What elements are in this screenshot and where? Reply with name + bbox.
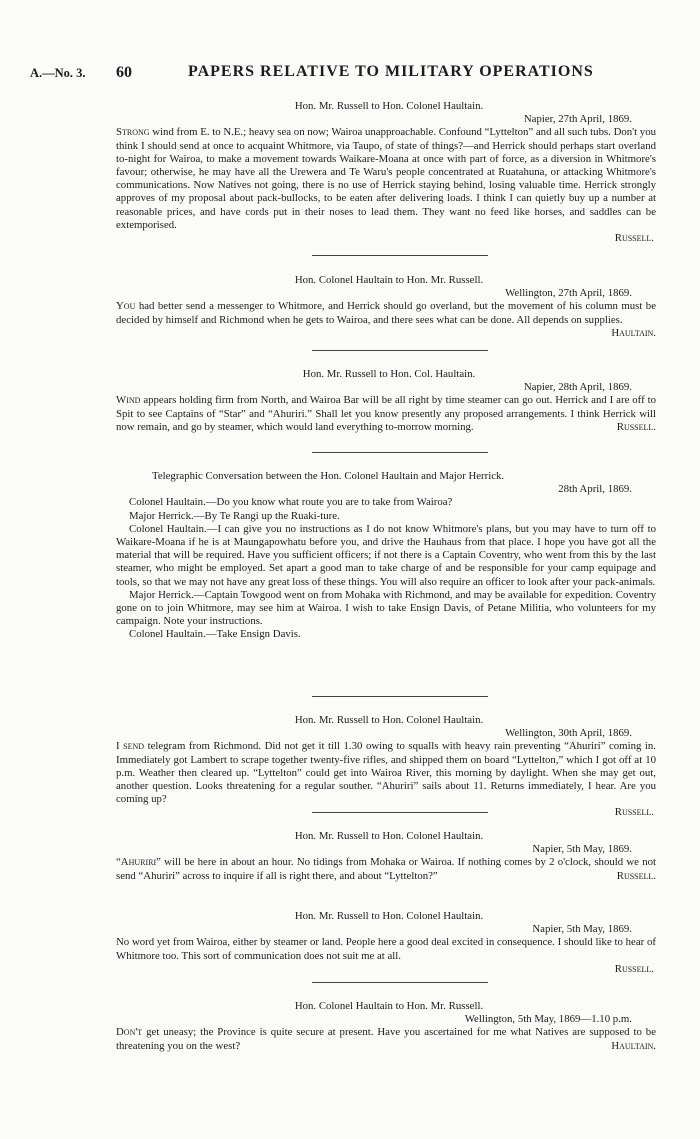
conversation-title: Telegraphic Conversation between the Hon. Colonel Haultain and Major Herrick.: [152, 470, 505, 482]
message-signature: Haultain.: [611, 326, 656, 339]
message-heading: Hon. Mr. Russell to Hon. Colonel Haultain.: [294, 910, 484, 922]
conversation-line: Colonel Haultain.—Do you know what route you are to take from Wairoa?: [129, 496, 453, 509]
message-date: Napier, 28th April, 1869.: [523, 381, 632, 394]
section-divider: [312, 696, 488, 697]
message-text: wind from E. to N.E.; heavy sea on now; Wairoa unapproachable. Confound “Lyttelton” and all such tubs. Don't you think I should send at once to acquaint Whitmore, via Taupo, of state of things?—and Herrick should perhaps start overland to-night for Wairoa, to make a movement towards Waikare-Moana at once with part of force, as a diversion in Whitmore's favour; otherwise, he may have all the Urewera and Te Waru's people concentrated at Ruatahuna, or attacking Whitmore's communications. Now Natives not going, there is no use of Herrick staying behind, losing valuable time. Herrick strongly approves of my proposal about pack-bullocks, to be eaten after delivering loads. I think I can quietly buy up a number at reasonable prices, and have cords put in their noses to lead them. They want no feed like horses, and saddles can be extemporised.: [116, 126, 656, 231]
message-text: No word yet from Wairoa, either by steamer or land. People here a good deal excited in consequence. I should like to hear of Whitmore too. This sort of communication does not suit me at all.: [116, 936, 656, 962]
message-heading: Hon. Colonel Haultain to Hon. Mr. Russell.: [294, 274, 484, 286]
conversation-date: 28th April, 1869.: [558, 483, 632, 496]
message-text: get uneasy; the Province is quite secure at present. Have you ascertained for me what Natives are supposed to be threatening you on the west?: [116, 1026, 656, 1052]
page-number: 60: [116, 64, 132, 81]
message-text: appears holding firm from North, and Wairoa Bar will be all right by time steamer can go out. Herrick and I are off to Spit to see Captains of “Star” and “Ahuriri.” Shall let you know presently any proposed arrangements. I think Herrick will now remain, and go by steamer, which would land everything to-morrow morning.: [116, 394, 656, 433]
message-heading: Hon. Mr. Russell to Hon. Colonel Haultain.: [294, 830, 484, 842]
conversation-line: Major Herrick.—Captain Towgood went on from Mohaka with Richmond, and may be available for expedition. Coventry gone on to join Whitmore, may see him at Wairoa. I wish to take Ensign Davis, of Petane Militia, who volunteers for my campaign. Note your instructions.: [116, 588, 656, 628]
telegraphic-conversation: [116, 470, 656, 642]
message-heading: Hon. Mr. Russell to Hon. Colonel Haultain.: [294, 100, 484, 112]
conversation-line: Major Herrick.—By Te Rangi up the Ruaki-ture.: [129, 509, 340, 522]
telegram-message: [116, 714, 656, 820]
section-divider: [312, 982, 488, 983]
message-text: ” will be here in about an hour. No tidings from Mohaka or Wairoa. If nothing comes by 2 o'clock, should we not send “Ahuriri” across to inquire if all is right there, and about “Lyttelton?”: [116, 856, 656, 882]
telegram-message: [116, 100, 656, 245]
message-date: Napier, 5th May, 1869.: [532, 923, 632, 936]
message-signature: Russell.: [616, 869, 656, 882]
page-header: [30, 63, 670, 86]
message-body: [116, 740, 656, 806]
message-lead: You: [116, 300, 136, 313]
section-divider: [312, 812, 488, 813]
message-date: Wellington, 27th April, 1869.: [505, 287, 632, 300]
message-signature: Russell.: [616, 420, 656, 433]
message-lead: Strong: [116, 126, 150, 139]
message-lead: “Ahuriri: [116, 856, 157, 869]
message-date: Wellington, 5th May, 1869—1.10 p.m.: [464, 1013, 632, 1026]
message-text: telegram from Richmond. Did not get it till 1.30 owing to squalls with heavy rain preventing “Ahuriri” coming in. Immediately got Lambert to scrape together twenty-five rifles, and shipped them on board “Lyttelton,” which I got off at 10 p.m. Weather then cleared up. “Lyttelton” could get into Wairoa River, this morning by daylight. When she may get out, another question. Looks threatening for a regular souther. “Ahuriri” sails about 11. Returns immediately, I hear. Are you coming up?: [116, 740, 656, 806]
section-divider: [312, 350, 488, 351]
section-divider: [312, 255, 488, 256]
message-body: [116, 126, 656, 232]
message-lead: Wind: [116, 394, 141, 407]
telegram-message: [116, 910, 656, 976]
message-signature: Russell.: [614, 962, 654, 975]
message-heading: Hon. Colonel Haultain to Hon. Mr. Russell.: [294, 1000, 484, 1012]
message-heading: Hon. Mr. Russell to Hon. Col. Haultain.: [302, 368, 476, 380]
message-body: [116, 856, 656, 882]
message-signature: Haultain.: [611, 1039, 656, 1052]
conversation-line: Colonel Haultain.—I can give you no instructions as I do not know Whitmore's plans, but you may have to turn off to Waikare-Moana if he is at Maungapowhatu before you, and drive the Hauhaus from that place. I hope you have got all the material that will be required. Have you sufficient officers; if not there is a Captain Coventry, who went from this by the last steamer, who might be employed. Set apart a good man to take charge of and be responsible for your camp equipage and tools, so that we may not have any great loss of these things. You will also require an officer to look after your pack-animals.: [116, 522, 656, 588]
message-body: [116, 300, 656, 339]
document-reference: A.—No. 3.: [30, 66, 86, 80]
message-date: Napier, 5th May, 1869.: [532, 843, 632, 856]
telegram-message: [116, 274, 656, 340]
telegram-message: [116, 368, 656, 434]
message-signature: Russell.: [614, 232, 654, 245]
telegram-message: [116, 830, 656, 883]
section-divider: [312, 452, 488, 453]
message-date: Napier, 27th April, 1869.: [523, 113, 632, 126]
message-signature: Russell.: [614, 806, 654, 819]
conversation-line: Colonel Haultain.—Take Ensign Davis.: [129, 628, 301, 641]
running-title: PAPERS RELATIVE TO MILITARY OPERATIONS: [188, 63, 594, 80]
telegram-message: [116, 1000, 656, 1053]
message-body: [116, 936, 656, 962]
message-date: Wellington, 30th April, 1869.: [505, 727, 632, 740]
message-body: [116, 1026, 656, 1052]
message-heading: Hon. Mr. Russell to Hon. Colonel Haultain.: [294, 714, 484, 726]
message-lead: I send: [116, 740, 145, 753]
message-body: [116, 394, 656, 434]
message-lead: Don't: [116, 1026, 143, 1039]
message-text: had better send a messenger to Whitmore, and Herrick should go overland, but the movement of his column must be decided by himself and Richmond when he gets to Wairoa, and there sees what can be done. All depends on supplies.: [116, 300, 656, 326]
